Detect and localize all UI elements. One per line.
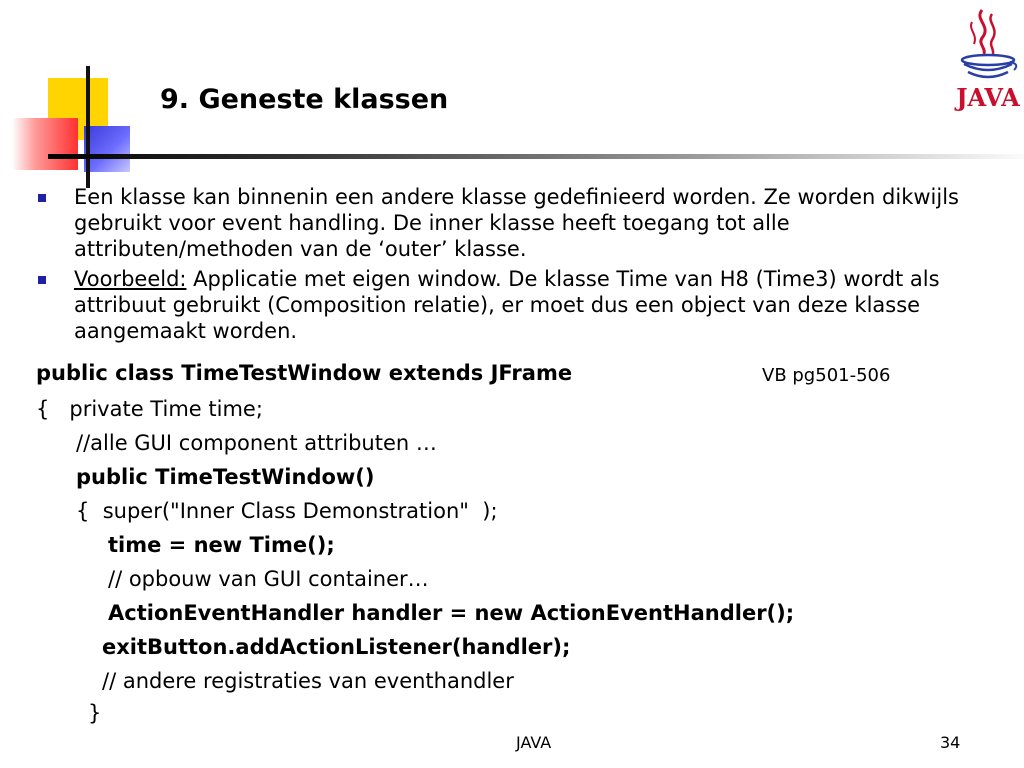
footer-label: JAVA	[516, 733, 552, 752]
svg-text:JAVA: JAVA	[956, 83, 1020, 112]
java-logo-icon	[952, 4, 1024, 112]
decor-red-square	[12, 118, 78, 170]
decor-blue-square	[84, 126, 130, 172]
bullet-square-icon	[38, 276, 46, 284]
decor-vertical-line	[86, 66, 90, 188]
code-line: { super("Inner Class Demonstration" );	[76, 499, 498, 523]
code-line: }	[88, 701, 102, 725]
bullet-label: Voorbeeld:	[74, 267, 187, 291]
bullet-item	[34, 184, 1004, 262]
code-line: //alle GUI component attributen …	[76, 431, 437, 455]
code-line: public class TimeTestWindow extends JFrame	[36, 361, 573, 385]
bullet-item	[34, 266, 1004, 344]
title-underline	[48, 154, 1024, 159]
code-line: time = new Time();	[108, 533, 335, 557]
bullet-square-icon	[38, 194, 46, 202]
code-line: public TimeTestWindow()	[76, 465, 375, 489]
bullet-list	[34, 184, 1004, 348]
code-line: ActionEventHandler handler = new ActionEventHandler();	[108, 601, 795, 625]
code-line: // opbouw van GUI container…	[108, 567, 429, 591]
slide-title: 9. Geneste klassen	[160, 84, 449, 115]
bullet-text: Een klasse kan binnenin een andere klasse gedefinieerd worden. Ze worden dikwijls gebruikt voor event handling. De inner klasse heeft toegang tot alle attributen/methoden van de ‘outer’ klasse.	[74, 185, 959, 261]
code-line: // andere registraties van eventhandler	[102, 669, 514, 693]
bullet-text: Applicatie met eigen window. De klasse Time van H8 (Time3) wordt als attribuut gebruikt (Composition relatie), er moet dus een object van deze klasse aangemaakt worden.	[74, 267, 940, 343]
code-line: exitButton.addActionListener(handler);	[102, 635, 571, 659]
page-number: 34	[940, 733, 961, 752]
reference-note: VB pg501-506	[762, 365, 891, 386]
code-line: { private Time time;	[36, 397, 263, 421]
